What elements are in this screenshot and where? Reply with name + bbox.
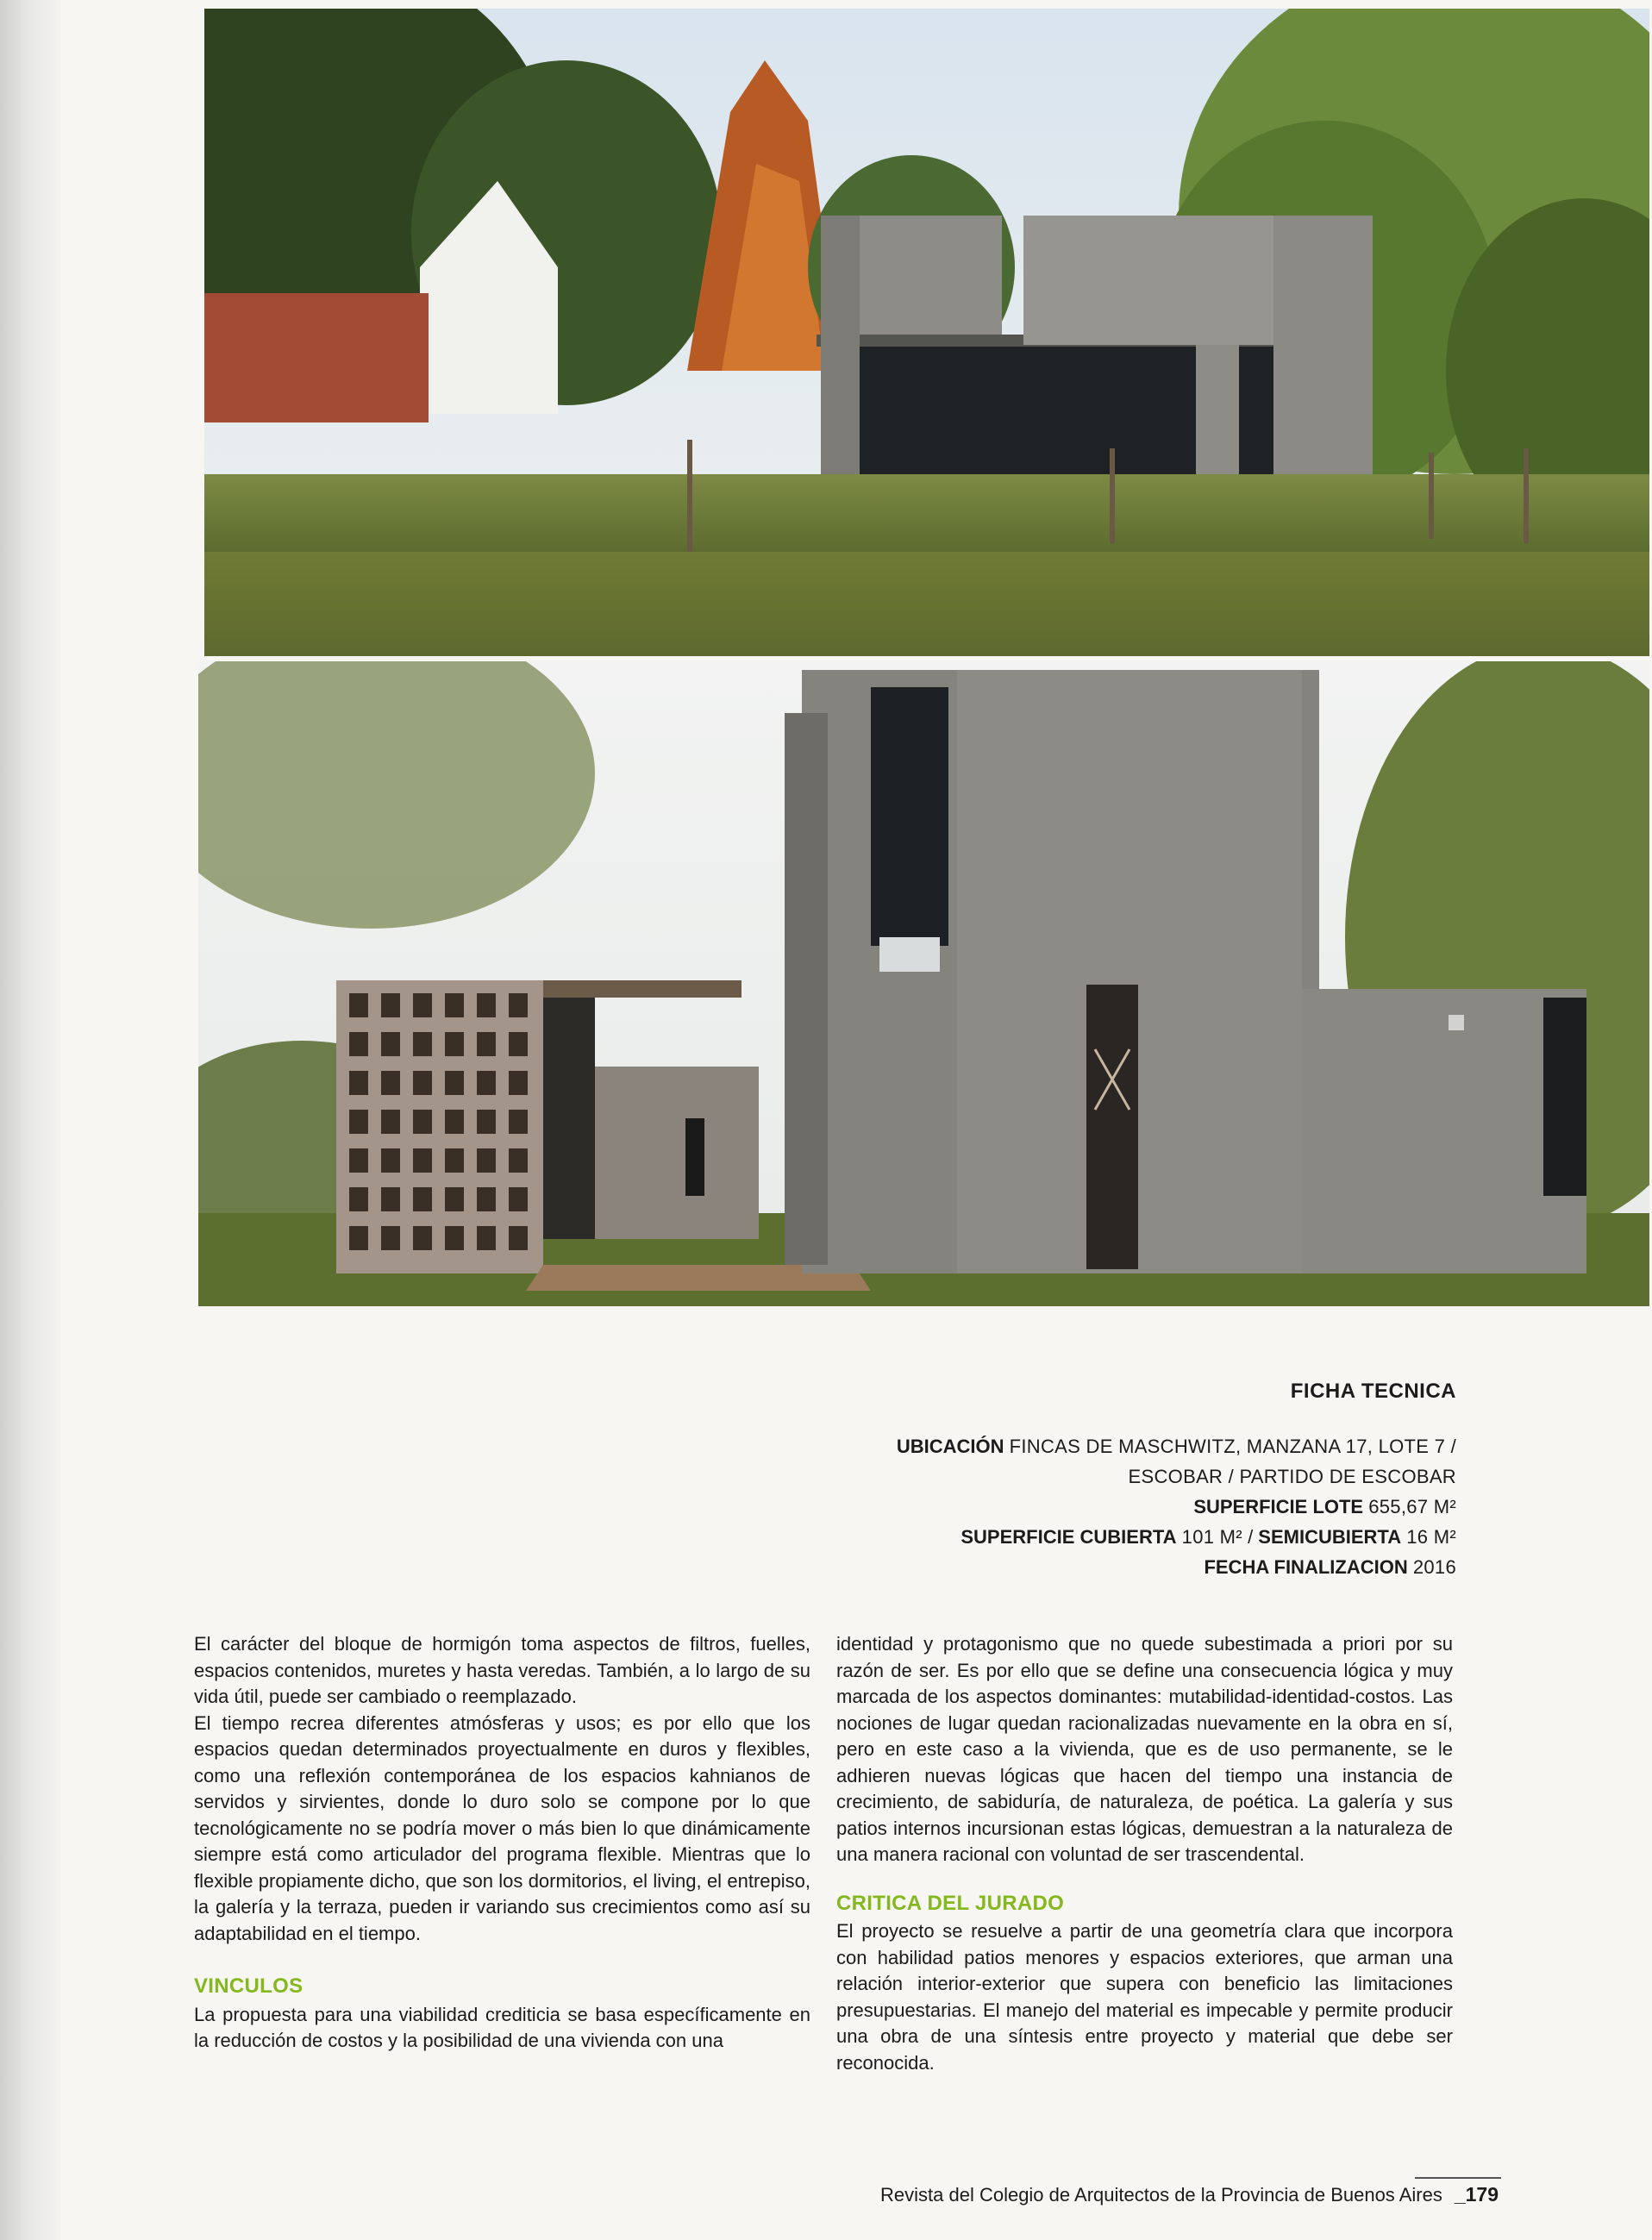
page-gutter-shadow	[0, 0, 60, 2240]
superficie-lote-label: SUPERFICIE LOTE	[1193, 1496, 1364, 1517]
fecha-label: FECHA FINALIZACION	[1204, 1556, 1408, 1578]
semicubierta-label: SEMICUBIERTA	[1258, 1526, 1402, 1548]
text-column-left	[194, 1631, 810, 2055]
superficie-lote-value: 655,67 M²	[1368, 1496, 1456, 1517]
paragraph: El proyecto se resuelve a partir de una geometría clara que incorpora con habilidad patios menores y espacios exteriores, que arman una relación interior-exterior que supera con beneficio las limitaciones presupuestarias. El manejo del material es impecable y permite producir una obra de una síntesis entre proyecto y material que debe ser reconocida.	[836, 1920, 1453, 2074]
ubicacion-value-2: ESCOBAR / PARTIDO DE ESCOBAR	[1128, 1466, 1456, 1487]
ubicacion-value-1: FINCAS DE MASCHWITZ, MANZANA 17, LOTE 7 /	[1009, 1436, 1456, 1457]
text-column-right	[836, 1631, 1453, 2076]
ficha-ubicacion-cont	[680, 1461, 1456, 1492]
paragraph: El tiempo recrea diferentes atmósferas y usos; es por ello que los espacios quedan determinados proyectualmente en duros y flexibles, como una reflexión contemporánea de los espacios kahnianos de servidos y sirvientes, donde lo duro solo se compone por lo que tecnológicamente no se podría mover o más bien lo que dinámicamente siempre está como articulador del programa flexible. Mientras que lo flexible propiamente dicho, que son los dormitorios, el living, el entrepiso, la galería y la terraza, pueden ir variando sus crecimientos como así su adaptabilidad en el tiempo.	[194, 1711, 810, 1944]
semicubierta-value: 16 M²	[1406, 1526, 1456, 1548]
page-number: _179	[1454, 2183, 1499, 2206]
page-footer	[880, 2183, 1499, 2206]
section-heading-critica: CRITICA DEL JURADO	[836, 1891, 1065, 1915]
paragraph: El carácter del bloque de hormigón toma aspectos de filtros, fuelles, espacios contenidos, muretes y hasta veredas. También, a lo largo de su vida útil, puede ser cambiado o reemplazado.	[194, 1633, 810, 1707]
paragraph: La propuesta para una viabilidad crediticia se basa específicamente en la reducción de costos y la posibilidad de una vivienda con una	[194, 2003, 810, 2051]
ubicacion-label: UBICACIÓN	[896, 1436, 1004, 1457]
superficie-cubierta-label: SUPERFICIE CUBIERTA	[961, 1526, 1177, 1548]
superficie-cubierta-value: 101 M²	[1181, 1526, 1242, 1548]
photo-house-exterior	[204, 9, 1649, 656]
ficha-tecnica-title: FICHA TECNICA	[1290, 1380, 1456, 1403]
ficha-fecha	[680, 1552, 1456, 1582]
paragraph: identidad y protagonismo que no quede subestimada a priori por su razón de ser. Es por ello que se define una consecuencia lógica y muy marcada de los aspectos dominantes: mutabilidad-identidad-costos. Las nociones de lugar quedan racionalizadas nuevamente en la obra en sí, pero en este caso a la vivienda, que es de uso permanente, se le adhieren nuevas lógicas que hacen del tiempo una instancia de crecimiento, de sabiduría, de naturaleza, de poética. La galería y sus patios internos incursionan estas lógicas, demuestran a la naturaleza de una manera racional con voluntad de ser trascendental.	[836, 1633, 1453, 1865]
fecha-value: 2016	[1412, 1556, 1456, 1578]
ficha-superficie-lote	[680, 1492, 1456, 1522]
publication-name: Revista del Colegio de Arquitectos de la Provincia de Buenos Aires	[880, 2184, 1442, 2206]
photo-house-patio	[198, 661, 1649, 1306]
footer-rule	[1415, 2177, 1501, 2179]
ficha-tecnica	[680, 1431, 1456, 1582]
section-heading-vinculos: VINCULOS	[194, 1974, 303, 1998]
ficha-superficie-cubierta: SUPERFICIE CUBIERTA 101 M² / SEMICUBIERTA 16 M²	[961, 1526, 1456, 1548]
ficha-ubicacion	[680, 1431, 1456, 1461]
